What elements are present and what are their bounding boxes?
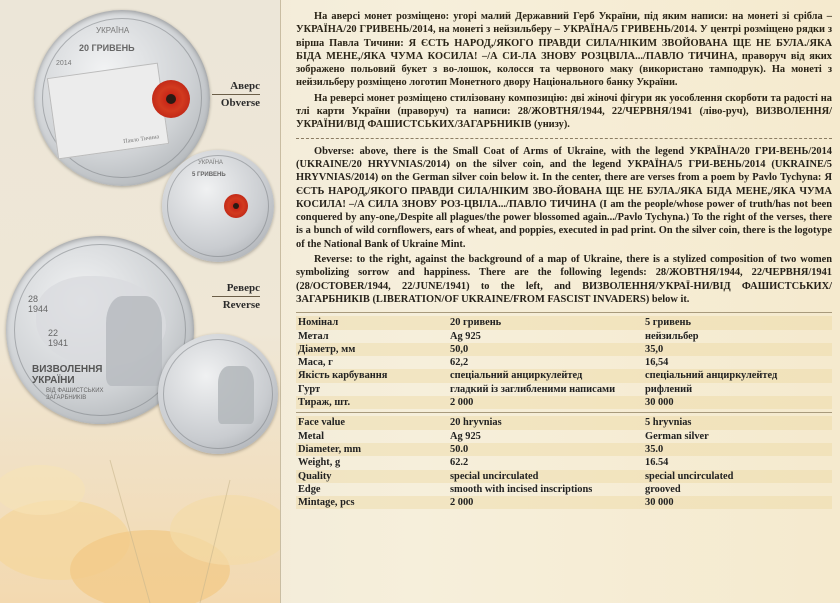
rev-date-1: 28 1944 — [28, 294, 49, 314]
section-divider — [296, 138, 832, 139]
obverse-description-ua: На аверсі монет розміщено: угорі малий Державний Герб України, під яким написи: на монеті зі срібла – УКРАЇНА/20 ГРИВЕНЬ/2014, на монеті з нейзильберу – УКРАЇНА/5 ГРИВЕНЬ/2014. У центрі розміщено рядки з вірша Павла Тичини: Я ЄСТЬ НАРОД,/ЯКОГО ПРАВДИ СИЛА/НІКИМ ЗВОЙОВАНА ЩЕ НЕ БУЛА./ЯКА БІДА МЕНЕ,/ЯКА ЧУМА КОСИЛА! –/А СИ-ЛА ЗНОВУ РОЗЦВІЛА.../ПАВЛО ТИЧИНА, праворуч від яких зображено польовий букет з во-лошок, колосся та червоного маку (використано тамподрук). На монеті з нейзильберу розміщено логотип Монетного двору Національного банку України. — [296, 11, 832, 89]
spec-en-cell: Weight, g — [298, 457, 341, 469]
coin-legend-year: 2014 — [56, 60, 72, 67]
spec-en-cell: 62.2 — [450, 457, 469, 469]
spec-ua-cell: Якість карбування — [298, 370, 388, 382]
spec-ua-cell: гладкий із заглибленими написами — [450, 383, 616, 395]
spec-en-cell: German silver — [645, 430, 709, 442]
spec-en-cell: Ag 925 — [450, 430, 481, 442]
spec-en-cell: smooth with incised inscriptions — [450, 483, 593, 495]
coin-legend-denomination: 20 ГРИВЕНЬ — [79, 43, 135, 53]
spec-en-row — [296, 430, 832, 443]
description-column — [296, 10, 832, 600]
spec-ua-cell: Ag 925 — [450, 330, 481, 342]
obverse-label-ua: Аверс — [230, 80, 260, 92]
spec-en-cell: 5 hryvnias — [645, 417, 692, 429]
spec-en-row — [296, 496, 832, 509]
spec-en-row — [296, 470, 832, 483]
spec-en-row — [296, 416, 832, 429]
spec-en-cell: 16.54 — [645, 457, 669, 469]
spec-ua-cell: Діаметр, мм — [298, 343, 356, 355]
spec-en-row — [296, 483, 832, 496]
spec-ua-cell: 5 гривень — [645, 317, 691, 329]
spec-table-en — [296, 416, 832, 509]
spec-en-row — [296, 443, 832, 456]
spec-ua-row — [296, 369, 832, 382]
obverse-description-en: Obverse: above, there is the Small Coat of Arms of Ukraine, with the legend УКРАЇНА/20 ГРИ-ВЕНЬ/2014 (UKRAINE/20 HRYVNIAS/2014) on the silver coin, and the legend УКРАЇНА/5 ГРИ-ВЕНЬ/2014 (UKRAINE/5 HRYVNIAS/2014) on the German silver coin below it. In the center, there are verses from a poem by Pavlo Tychyna: Я ЄСТЬ НАРОД,/ЯКОГО ПРАВДИ СИЛА/НІКИМ ЗВО-ЙОВАНА ЩЕ НЕ БУЛА./ЯКА БІДА МЕНЕ,/ЯКА ЧУМА КОСИЛА! –/А СИЛА ЗНОВУ РОЗ-ЦВІЛА.../ПАВЛО ТИЧИНА (I am the people/whose power of truth/has not been conquered by any-one,/Despite all plagues/the power blossomed again.../Pavlo Tychyna.) To the right of the verses, there is a bunch of wild cornflowers, ears of wheat, and poppies, executed in pad print. On the silver coin, there is the logotype of the National Bank of Ukraine Mint. — [296, 145, 832, 250]
spec-en-cell: 35.0 — [645, 443, 664, 455]
reverse-description-en: Reverse: to the right, against the background of a map of Ukraine, there is a stylized composition of two women symbolizing sorrow and happiness. There are the following legends: 28/ЖОВТНЯ/1944, 22/ЧЕРВНЯ/1941 (28/OCTOBER/1944, 22/JUNE/1941) to the left, and ВИЗВОЛЕННЯ/УКРАЇ-НИ/ВІД ФАШИСТСЬКИХ/ЗАГАРБНИКІВ (LIBERATION/OF UKRAINE/FROM FASCIST INVADERS) below it. — [296, 254, 832, 305]
spec-en-cell: Diameter, mm — [298, 443, 362, 455]
spec-en-cell: grooved — [645, 483, 681, 495]
spec-en-cell: Face value — [298, 417, 346, 429]
coin-legend-ukraine: УКРАЇНА — [96, 26, 130, 35]
poppy-flower-icon — [224, 194, 248, 218]
spec-separator-top — [296, 312, 832, 313]
spec-ua-cell: 2 000 — [450, 397, 474, 409]
spec-ua-cell: спеціальний анциркулейтед — [645, 370, 778, 382]
obverse-5-hryvnia-coin — [162, 150, 274, 262]
spec-en-cell: 20 hryvnias — [450, 417, 502, 429]
spec-en-cell: special uncirculated — [645, 470, 734, 482]
spec-ua-row — [296, 356, 832, 369]
spec-ua-cell: рифлений — [645, 383, 693, 395]
spec-en-cell: 2 000 — [450, 497, 474, 509]
spec-en-cell: Quality — [298, 470, 332, 482]
spec-ua-cell: 62,2 — [450, 357, 469, 369]
spec-en-cell: 50.0 — [450, 443, 469, 455]
spec-ua-cell: нейзильбер — [645, 330, 699, 342]
spec-ua-row — [296, 383, 832, 396]
reverse-description-ua: На реверсі монет розміщено стилізовану композицію: дві жіночі фігури як уособлення скорботи та радості на тлі карти України (праворуч) та написи: 28/ЖОВТНЯ/1944, 22/ЧЕРВНЯ/1941 (ліво-руч), ВИЗВОЛЕННЯ/УКРАЇНИ/ВІД ФАШИСТСЬКИХ/ЗАГАРБНИКІВ (унизу). — [296, 92, 832, 131]
coin-legend-denomination-small: 5 ГРИВЕНЬ — [192, 172, 226, 178]
reverse-5-hryvnia-coin — [158, 334, 278, 454]
spec-ua-cell: 35,0 — [645, 343, 664, 355]
spec-en-cell: Mintage, pcs — [298, 497, 355, 509]
spec-ua-cell: Маса, г — [298, 357, 333, 369]
reverse-label-en: Reverse — [222, 299, 260, 311]
poem-sheet — [47, 63, 169, 160]
spec-ua-row — [296, 396, 832, 409]
spec-ua-row — [296, 316, 832, 329]
reverse-label-ua: Реверс — [226, 282, 260, 294]
reverse-label — [212, 282, 260, 311]
rev-legend: ВИЗВОЛЕННЯ УКРАЇНИ — [32, 364, 103, 386]
women-figures-small — [218, 366, 254, 424]
spec-ua-cell: 20 гривень — [450, 317, 502, 329]
coin-legend-ukraine-small: УКРАЇНА — [198, 160, 223, 166]
spec-en-cell: Edge — [298, 483, 321, 495]
obverse-label-en: Obverse — [220, 97, 260, 109]
poppy-flower-icon — [152, 80, 190, 118]
spec-ua-row — [296, 330, 832, 343]
spec-table-ua — [296, 316, 832, 409]
coin-image-panel — [0, 0, 281, 603]
spec-ua-cell: 50,0 — [450, 343, 469, 355]
spec-ua-cell: Тираж, шт. — [298, 397, 351, 409]
spec-separator-middle — [296, 412, 832, 413]
spec-en-cell: special uncirculated — [450, 470, 539, 482]
spec-ua-cell: 16,54 — [645, 357, 669, 369]
women-figures — [106, 296, 162, 386]
rev-date-2: 22 1941 — [48, 328, 69, 348]
rev-legend-sub: ВІД ФАШИСТСЬКИХ ЗАГАРБНИКІВ — [46, 388, 104, 401]
obverse-label — [212, 80, 260, 109]
spec-ua-cell: Гурт — [298, 383, 321, 395]
obverse-20-hryvnia-coin — [34, 10, 210, 186]
poem-signature: Павло Тичина — [122, 134, 160, 146]
spec-ua-cell: Номінал — [298, 317, 339, 329]
spec-ua-cell: спеціальний анциркулейтед — [450, 370, 583, 382]
spec-ua-row — [296, 343, 832, 356]
spec-en-cell: Metal — [298, 430, 324, 442]
spec-ua-cell: Метал — [298, 330, 329, 342]
spec-en-row — [296, 456, 832, 469]
spec-en-cell: 30 000 — [645, 497, 674, 509]
spec-ua-cell: 30 000 — [645, 397, 674, 409]
